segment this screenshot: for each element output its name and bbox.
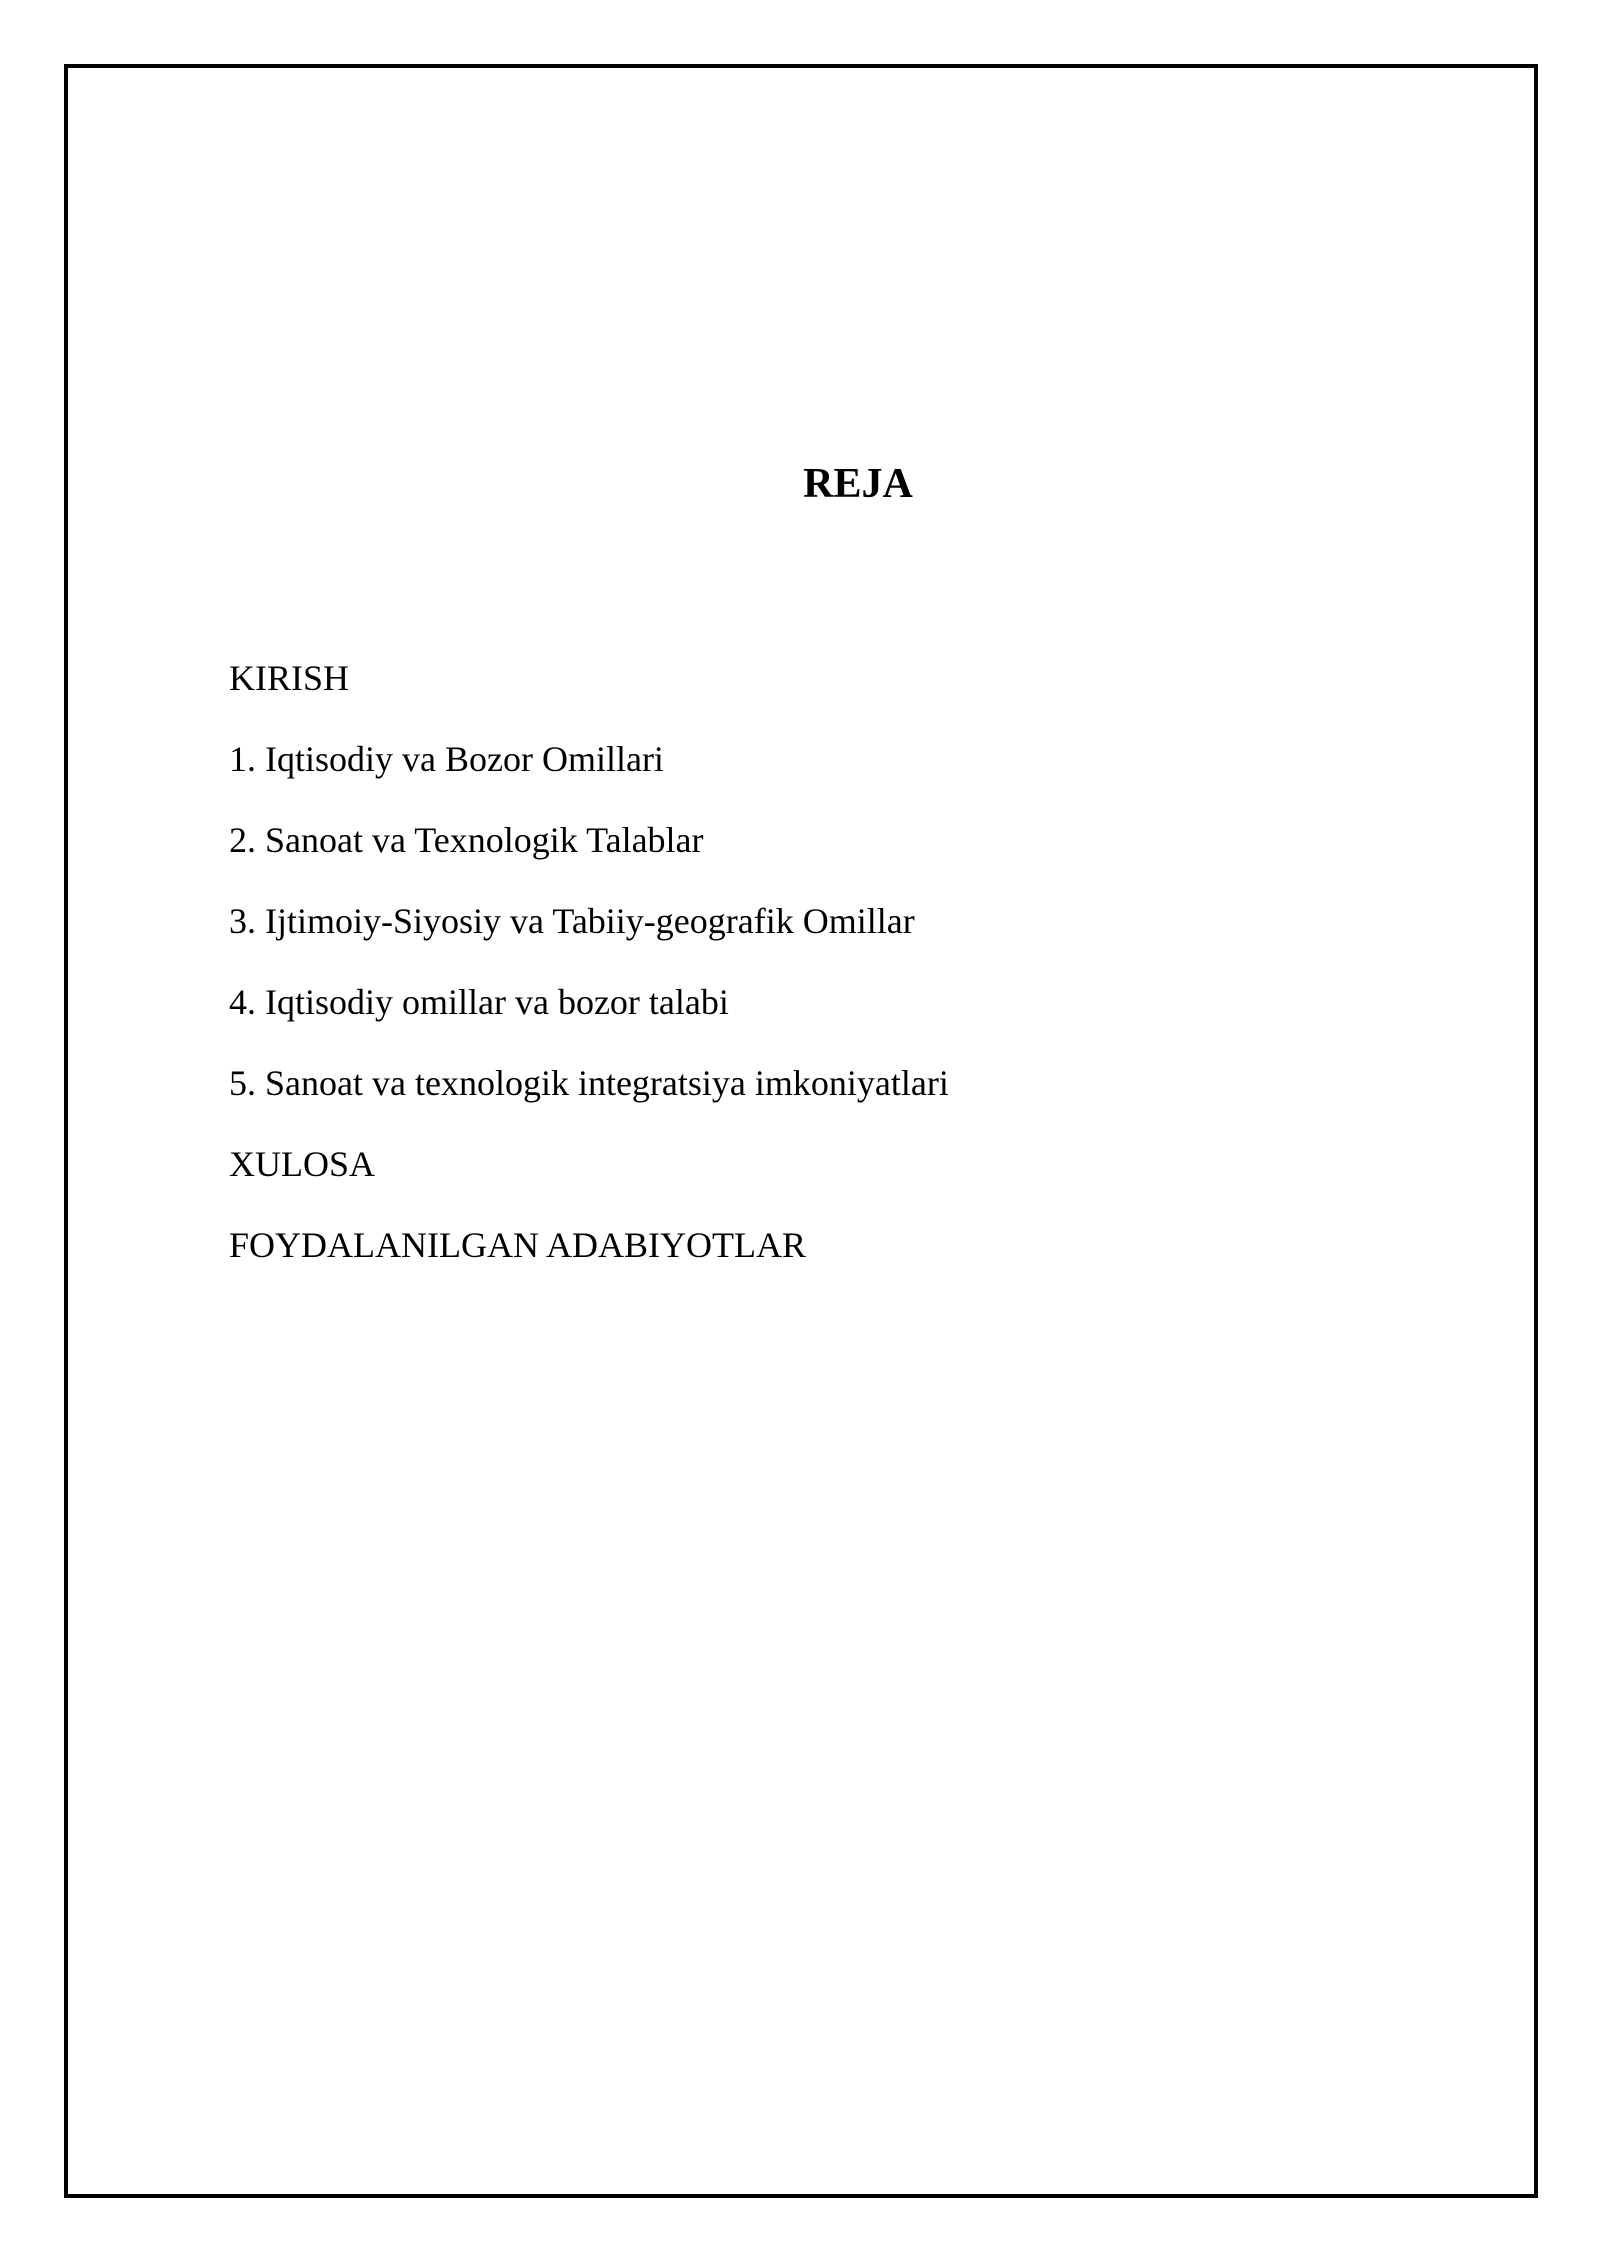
plan-item-1: 1. Iqtisodiy va Bozor Omillari bbox=[229, 739, 664, 779]
plan-item-conclusion: XULOSA bbox=[229, 1144, 376, 1184]
plan-item-4: 4. Iqtisodiy omillar va bozor talabi bbox=[229, 982, 729, 1022]
plan-item-2: 2. Sanoat va Texnologik Talablar bbox=[229, 820, 704, 860]
plan-item-references: FOYDALANILGAN ADABIYOTLAR bbox=[229, 1225, 806, 1265]
plan-item-5: 5. Sanoat va texnologik integratsiya imkoniyatlari bbox=[229, 1063, 949, 1103]
page-title: REJA bbox=[803, 461, 913, 507]
plan-item-introduction: KIRISH bbox=[229, 658, 350, 698]
plan-item-3: 3. Ijtimoiy-Siyosiy va Tabiiy-geografik Omillar bbox=[229, 901, 915, 941]
plan-list bbox=[229, 638, 949, 1286]
